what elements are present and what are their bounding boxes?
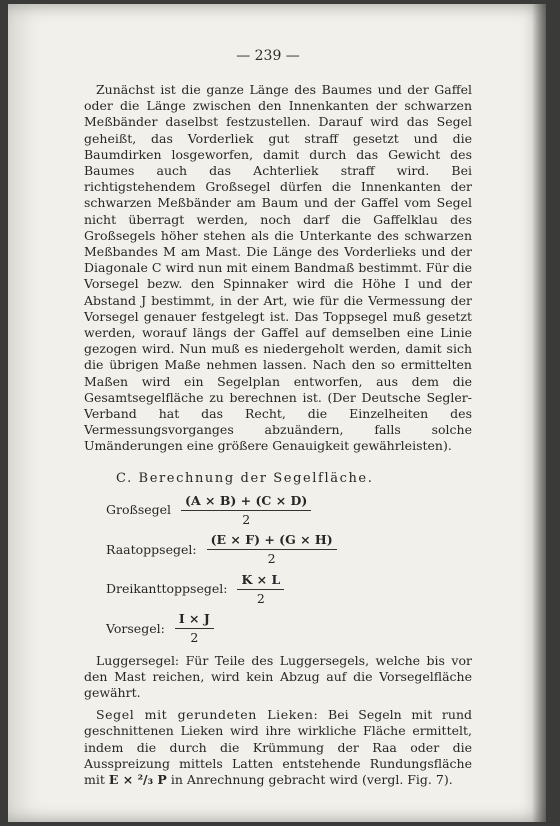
formula-numerator: K × L: [237, 572, 284, 590]
paragraph-lead-in: Segel mit gerundeten Lieken:: [96, 707, 319, 723]
paragraph-measurement-procedure: Zunächst ist die ganze Länge des Baumes und der Gaffel oder die Länge zwischen den Innenkanten der schwarzen Meßbänder daselbst festzustellen. Darauf wird das Segel geheißt, das Vorderliek gut straff gesetzt und die Baumdirken losgeworfen, damit durch das Gewicht des Baumes auch das Achterliek straff wird. Bei richtigstehendem Großsegel dürfen die Innenkanten der schwarzen Meßbänder am Baum und der Gaffel vom Segel nicht überragt werden, noch darf die Gaffelklau des Großsegels höher stehen als die Unterkante des schwarzen Meßbandes M am Mast. Die Länge des Vorderlieks und der Diagonale C wird nun mit einem Bandmaß bestimmt. Für die Vorsegel bezw. den Spinnaker wird die Höhe I und der Abstand J bestimmt, in der Art, wie für die Vermessung der Vorsegel genauer festgelegt ist. Das Toppsegel muß gesetzt werden, worauf längs der Gaffel auf demselben eine Linie gezogen wird. Nun muß es niedergeholt werden, damit sich die übrigen Maße nehmen lassen. Nach den so ermittelten Maßen wird ein Segelplan entworfen, aus dem die Gesamtsegelfläche zu berechnen ist. (Der Deutsche Segler-Verband hat das Recht, die Einzelheiten des Vermessungsvorganges abzuändern, falls solche Umänderungen eine größere Genauigkeit gewährleisten).: [84, 82, 472, 454]
page-body: [84, 82, 472, 788]
paragraph-luggersegel: Luggersegel: Für Teile des Luggersegels, welche bis vor den Mast reichen, wird kein Abzug auf die Vorsegelfläche gewährt.: [84, 652, 472, 700]
formula-denominator: 2: [267, 551, 276, 567]
formula-fraction: [207, 532, 337, 567]
book-page: [8, 4, 546, 822]
formula-label: Vorsegel:: [106, 620, 165, 636]
formula-vorsegel: [106, 611, 472, 646]
page-number: — 239 —: [236, 48, 300, 64]
formula-numerator: I × J: [175, 611, 214, 629]
inline-formula: E × ²/₃ P: [108, 771, 167, 787]
formula-numerator: (E × F) + (G × H): [207, 532, 337, 550]
formula-label: Großsegel: [106, 502, 172, 518]
formula-raatoppsegel: [106, 532, 472, 567]
section-heading: C. Berechnung der Segelfläche.: [116, 470, 374, 486]
paragraph-text: Bei Segeln mit rund geschnittenen Lieken wird ihre wirkliche Fläche ermittelt, indem die durch die Krümmung der Raa oder die Ausspreizung mittels Latten entstehende Rundungsfläche mit: [84, 707, 472, 787]
formula-denominator: 2: [190, 630, 199, 646]
formula-numerator: (A × B) + (C × D): [181, 493, 311, 511]
formula-grosssegel: [106, 493, 472, 528]
page-gutter-shadow: [532, 4, 546, 822]
formula-denominator: 2: [256, 590, 265, 606]
formula-fraction: [175, 611, 214, 646]
formula-fraction: [237, 572, 284, 607]
formula-denominator: 2: [242, 512, 251, 528]
formula-fraction: [181, 493, 311, 528]
formula-label: Raatoppsegel:: [106, 541, 197, 557]
paragraph-gerundete-lieken: [84, 707, 472, 788]
formula-label: Dreikanttoppsegel:: [106, 581, 228, 597]
paragraph-text: in Anrechnung gebracht wird (vergl. Fig. 7).: [170, 771, 453, 787]
formula-dreikanttoppsegel: [106, 572, 472, 607]
